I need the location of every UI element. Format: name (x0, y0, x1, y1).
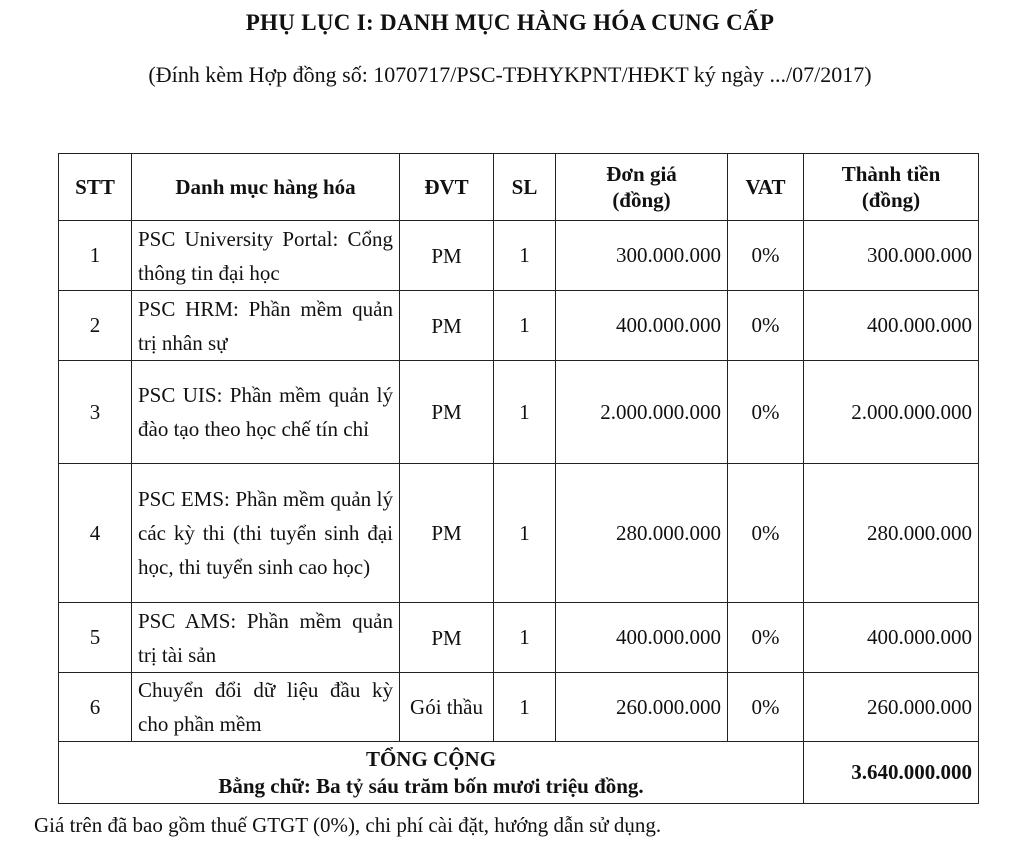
cell-name: PSC HRM: Phần mềm quản trị nhân sự (132, 291, 400, 361)
table-row (59, 464, 979, 603)
header-amount (804, 154, 979, 221)
cell-unit: PM (400, 603, 494, 673)
header-name: Danh mục hàng hóa (132, 154, 400, 221)
table-row (59, 673, 979, 742)
header-amount-line2: (đồng) (861, 188, 921, 212)
cell-stt: 1 (59, 221, 132, 291)
footnote: Giá trên đã bao gồm thuế GTGT (0%), chi phí cài đặt, hướng dẫn sử dụng. (34, 813, 662, 837)
cell-price: 280.000.000 (556, 464, 728, 603)
cell-amount: 260.000.000 (804, 673, 979, 742)
header-price-line2: (đồng) (612, 188, 671, 212)
cell-unit: PM (400, 221, 494, 291)
cell-qty: 1 (494, 673, 556, 742)
table-header-row (59, 154, 979, 221)
cell-amount: 400.000.000 (804, 603, 979, 673)
cell-qty: 1 (494, 603, 556, 673)
cell-unit: PM (400, 291, 494, 361)
table-row (59, 603, 979, 673)
table-row (59, 291, 979, 361)
cell-unit: Gói thầu (400, 673, 494, 742)
header-qty: SL (494, 154, 556, 221)
cell-name: PSC EMS: Phần mềm quản lý các kỳ thi (thi tuyển sinh đại học, thi tuyển sinh cao học) (132, 464, 400, 603)
cell-vat: 0% (728, 673, 804, 742)
cell-stt: 3 (59, 361, 132, 464)
table-row (59, 221, 979, 291)
cell-qty: 1 (494, 361, 556, 464)
header-price (556, 154, 728, 221)
cell-amount: 2.000.000.000 (804, 361, 979, 464)
cell-vat: 0% (728, 361, 804, 464)
document-subtitle: (Đính kèm Hợp đồng số: 1070717/PSC-TĐHYKPNT/HĐKT ký ngày .../07/2017) (148, 62, 872, 87)
cell-price: 400.000.000 (556, 291, 728, 361)
total-value: 3.640.000.000 (804, 742, 979, 804)
cell-vat: 0% (728, 603, 804, 673)
cell-price: 300.000.000 (556, 221, 728, 291)
cell-price: 400.000.000 (556, 603, 728, 673)
cell-amount: 400.000.000 (804, 291, 979, 361)
cell-qty: 1 (494, 464, 556, 603)
cell-name: PSC UIS: Phần mềm quản lý đào tạo theo học chế tín chỉ (132, 361, 400, 464)
cell-price: 2.000.000.000 (556, 361, 728, 464)
cell-qty: 1 (494, 291, 556, 361)
cell-price: 260.000.000 (556, 673, 728, 742)
cell-name: PSC AMS: Phần mềm quản trị tài sản (132, 603, 400, 673)
cell-name: Chuyển đổi dữ liệu đầu kỳ cho phần mềm (132, 673, 400, 742)
cell-vat: 0% (728, 464, 804, 603)
cell-stt: 6 (59, 673, 132, 742)
total-in-words: Bằng chữ: Ba tỷ sáu trăm bốn mươi triệu đồng. (218, 773, 644, 798)
goods-table (58, 153, 979, 804)
cell-unit: PM (400, 464, 494, 603)
cell-vat: 0% (728, 221, 804, 291)
table-row (59, 361, 979, 464)
document-title: PHỤ LỤC I: DANH MỤC HÀNG HÓA CUNG CẤP (245, 10, 775, 35)
cell-unit: PM (400, 361, 494, 464)
cell-qty: 1 (494, 221, 556, 291)
cell-amount: 280.000.000 (804, 464, 979, 603)
cell-name: PSC University Portal: Cổng thông tin đại học (132, 221, 400, 291)
cell-stt: 5 (59, 603, 132, 673)
header-vat: VAT (728, 154, 804, 221)
cell-vat: 0% (728, 291, 804, 361)
total-label-cell (59, 742, 804, 804)
cell-stt: 2 (59, 291, 132, 361)
header-stt: STT (59, 154, 132, 221)
header-price-line1: Đơn giá (606, 162, 677, 186)
header-amount-line1: Thành tiền (841, 162, 941, 186)
total-row (59, 742, 979, 804)
header-unit: ĐVT (400, 154, 494, 221)
cell-stt: 4 (59, 464, 132, 603)
cell-amount: 300.000.000 (804, 221, 979, 291)
total-label: TỔNG CỘNG (365, 746, 497, 771)
